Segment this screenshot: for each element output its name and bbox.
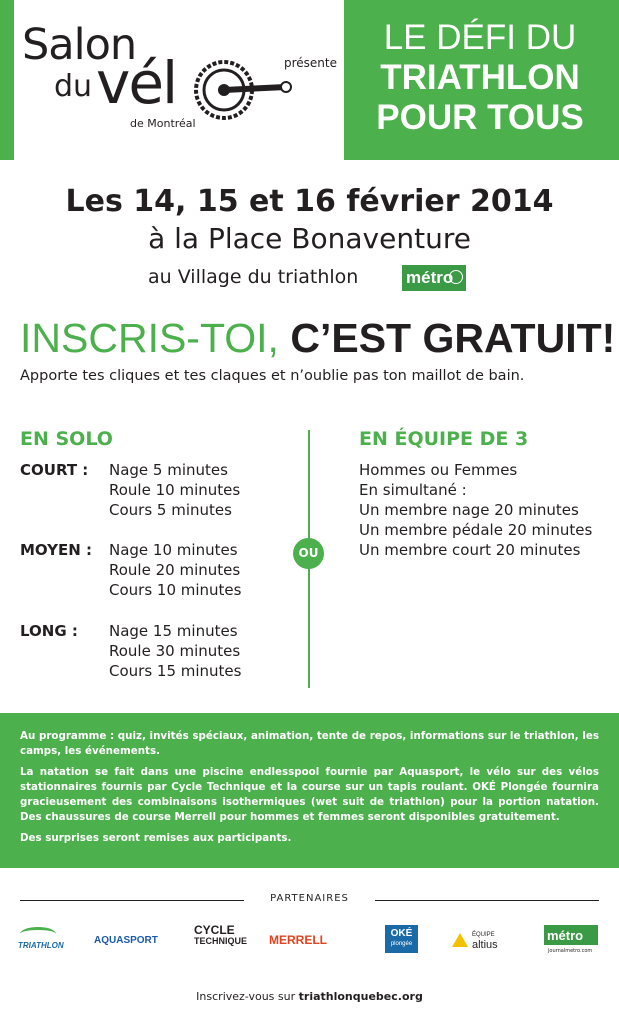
program-paragraph-3: Des surprises seront remises aux participants. [20, 832, 292, 844]
merrell-logo-text: MERRELL [269, 933, 327, 947]
program-paragraph-1: Au programme : quiz, invités spéciaux, animation, tente de repos, informations sur le triathlon, les camps, les événements. [20, 730, 599, 757]
cycle-technique-logo[interactable] [194, 923, 248, 955]
category-line: Nage 15 minutes [109, 622, 238, 640]
cta-heading [20, 315, 616, 361]
equipe-line: Un membre nage 20 minutes [359, 501, 579, 519]
presente-text: présente [284, 56, 337, 70]
category-line: Nage 10 minutes [109, 541, 238, 559]
partners-label: PARTENAIRES [270, 893, 349, 904]
logo-salon-text: Salon [22, 20, 137, 70]
metro-logo-text: métro [406, 268, 454, 287]
aquasport-logo[interactable] [94, 925, 166, 955]
category-label: COURT : [20, 461, 89, 479]
title-line-3: POUR TOUS [376, 98, 584, 137]
metro-logo [402, 265, 466, 291]
ou-badge: OU [293, 538, 324, 569]
triathlon-logo-text: TRIATHLON [18, 940, 64, 950]
event-village: au Village du triathlon [148, 266, 359, 288]
altius-equipe-text: ÉQUIPE [472, 932, 495, 938]
category-label: MOYEN : [20, 541, 93, 559]
program-paragraph-2: La natation se fait dans une piscine endlesspool fournie par Aquasport, le vélo sur des vélos stationnaires fournis par Cycle Technique et la course sur un tapis roulant. OKÉ Plongée fournira gracieusement des combinaisons isothermiques (wet suit de triathlon) pour la portion natation. Des chaussures de course Merrell pour hommes et femmes seront disponibles gratuitement. [20, 766, 599, 823]
technique-logo-text: TECHNIQUE [194, 936, 248, 946]
category-line: Cours 10 minutes [109, 581, 242, 599]
bicycle-crank-icon [194, 57, 294, 123]
plongee-logo-text: plongée [390, 941, 413, 947]
logo-velo-text: vél [96, 49, 177, 117]
category-line: Cours 5 minutes [109, 501, 232, 519]
solo-title: EN SOLO [20, 428, 113, 450]
footer-text: Inscrivez-vous sur [196, 990, 299, 1003]
cta-green: INSCRIS-TOI, [20, 315, 279, 361]
footer-link[interactable]: triathlonquebec.org [298, 990, 423, 1003]
logo-de-montreal-text: de Montréal [130, 117, 196, 130]
category-line: Nage 5 minutes [109, 461, 228, 479]
aquasport-logo-text: AQUASPORT [94, 934, 158, 946]
event-place: à la Place Bonaventure [148, 222, 471, 255]
partners-header [20, 893, 599, 907]
equipe-title: EN ÉQUIPE DE 3 [359, 428, 529, 450]
salon-du-velo-logo [14, 0, 344, 160]
merrell-logo[interactable] [269, 925, 349, 955]
equipe-altius-logo[interactable] [452, 925, 512, 955]
title-line-1: LE DÉFI DU [383, 18, 577, 57]
header-banner [0, 0, 619, 160]
cta-subtitle: Apporte tes cliques et tes claques et n’oublie pas ton maillot de bain. [20, 368, 525, 384]
footer [0, 990, 619, 1003]
triathlon-quebec-logo[interactable] [18, 925, 70, 955]
metro-partner-logo[interactable] [544, 925, 598, 945]
oke-plongee-logo[interactable] [385, 925, 418, 953]
equipe-line: En simultané : [359, 481, 467, 499]
category-line: Roule 30 minutes [109, 642, 241, 660]
journalmetro-text: journalmetro.com [548, 948, 593, 954]
oke-logo-text: OKÉ [390, 928, 413, 939]
event-dates: Les 14, 15 et 16 février 2014 [65, 184, 554, 219]
metro-partner-text: métro [547, 927, 584, 943]
cycle-logo-text: CYCLE [194, 923, 235, 937]
category-line: Cours 15 minutes [109, 662, 242, 680]
globe-icon [449, 270, 463, 284]
cta-dark: C’EST GRATUIT! [290, 315, 616, 361]
mountain-icon [452, 933, 468, 947]
altius-logo-text: altius [472, 939, 498, 951]
title-line-2: TRIATHLON [380, 58, 580, 97]
swoosh-icon [20, 927, 56, 941]
program-section [0, 713, 619, 868]
equipe-line: Un membre court 20 minutes [359, 541, 581, 559]
equipe-line: Un membre pédale 20 minutes [359, 521, 593, 539]
category-line: Roule 20 minutes [109, 561, 241, 579]
logo-du-text: du [54, 69, 93, 104]
header-title [350, 18, 610, 138]
category-label: LONG : [20, 622, 78, 640]
equipe-line: Hommes ou Femmes [359, 461, 518, 479]
category-line: Roule 10 minutes [109, 481, 241, 499]
